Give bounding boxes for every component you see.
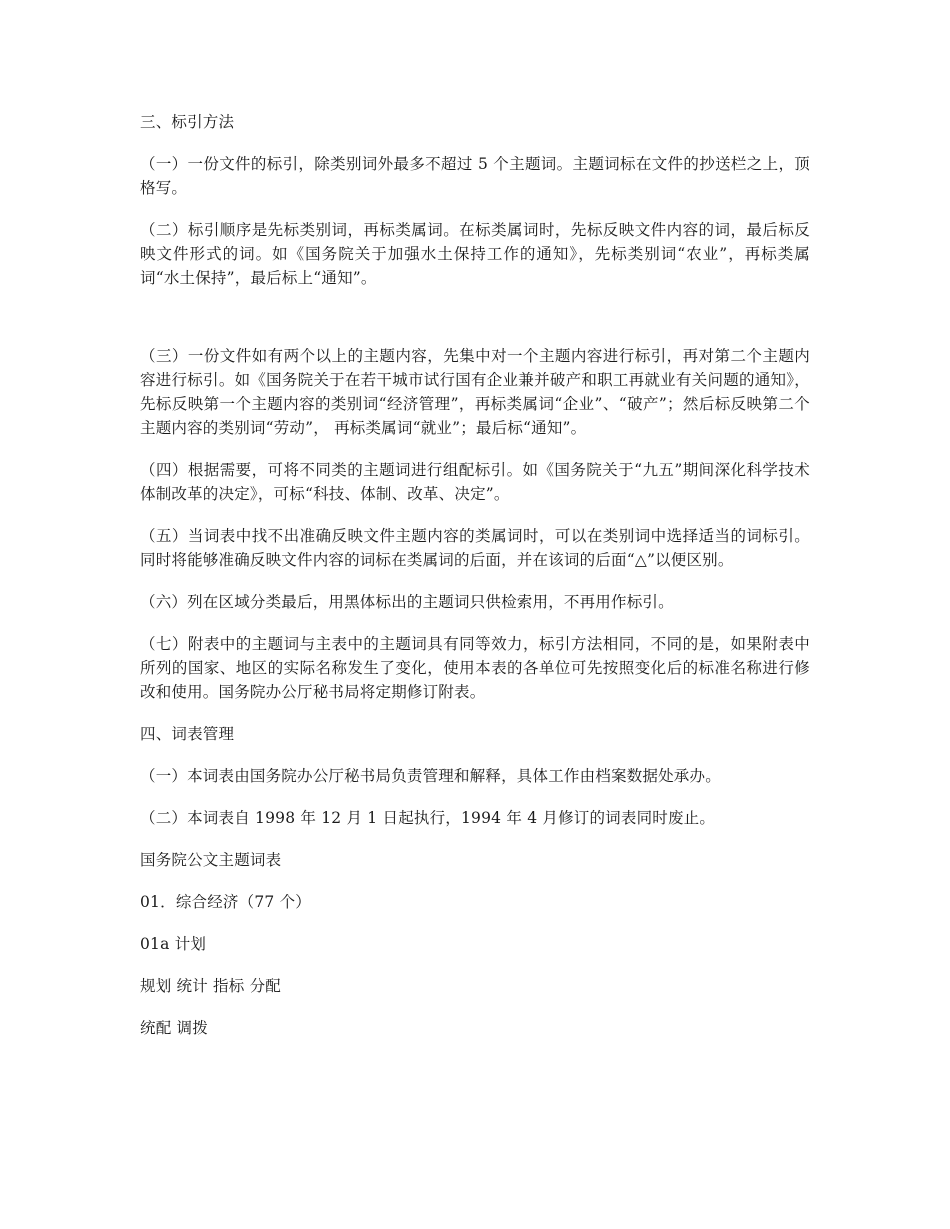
paragraph-4-1: （一）本词表由国务院办公厅秘书局负责管理和解释，具体工作由档案数据处承办。: [140, 767, 721, 785]
term-list-line-1: 规划 统计 指标 分配: [140, 977, 281, 995]
category-heading-01: 01．综合经济（77 个）: [140, 893, 311, 911]
paragraph-3-4: （四）根据需要，可将不同类的主题词进行组配标引。如《国务院关于“九五”期间深化科学技术体制改革的决定》，可标“科技、体制、改革、决定”。: [140, 461, 810, 503]
term-list-line-2: 统配 调拨: [140, 1019, 208, 1037]
paragraph-3-2: （二）标引顺序是先标类别词，再标类属词。在标类属词时，先标反映文件内容的词，最后标反映文件形式的词。如《国务院关于加强水土保持工作的通知》，先标类别词“农业”，再标类属词“水土保持”，最后标上“通知”。: [140, 221, 810, 287]
paragraph-3-1: （一）一份文件的标引，除类别词外最多不超过 5 个主题词。主题词标在文件的抄送栏之上，顶格写。: [140, 155, 810, 197]
subcategory-heading-01a: 01a 计划: [140, 935, 207, 953]
paragraph-3-7: （七）附表中的主题词与主表中的主题词具有同等效力，标引方法相同，不同的是，如果附表中所列的国家、地区的实际名称发生了变化，使用本表的各单位可先按照变化后的标准名称进行修改和使用。国务院办公厅秘书局将定期修订附表。: [140, 635, 810, 701]
paragraph-3-3: （三）一份文件如有两个以上的主题内容，先集中对一个主题内容进行标引，再对第二个主题内容进行标引。如《国务院关于在若干城市试行国有企业兼并破产和职工再就业有关问题的通知》，先标反映第一个主题内容的类别词“经济管理”，再标类属词“企业”、“破产”；然后标反映第二个主题内容的类别词“劳动”， 再标类属词“就业”；最后标“通知”。: [140, 347, 810, 437]
section-heading-vocabulary-management: 四、词表管理: [140, 725, 235, 743]
paragraph-3-5: （五）当词表中找不出准确反映文件主题内容的类属词时，可以在类别词中选择适当的词标引。同时将能够准确反映文件内容的词标在类属词的后面，并在该词的后面“△”以便区别。: [140, 527, 810, 569]
vocabulary-table-title: 国务院公文主题词表: [140, 851, 282, 869]
document-page: [140, 110, 810, 1040]
section-heading-indexing-method: 三、标引方法: [140, 113, 235, 131]
paragraph-4-2: （二）本词表自 1998 年 12 月 1 日起执行，1994 年 4 月修订的词表同时废止。: [140, 809, 716, 827]
paragraph-3-6: （六）列在区域分类最后，用黑体标出的主题词只供检索用，不再用作标引。: [140, 593, 674, 611]
